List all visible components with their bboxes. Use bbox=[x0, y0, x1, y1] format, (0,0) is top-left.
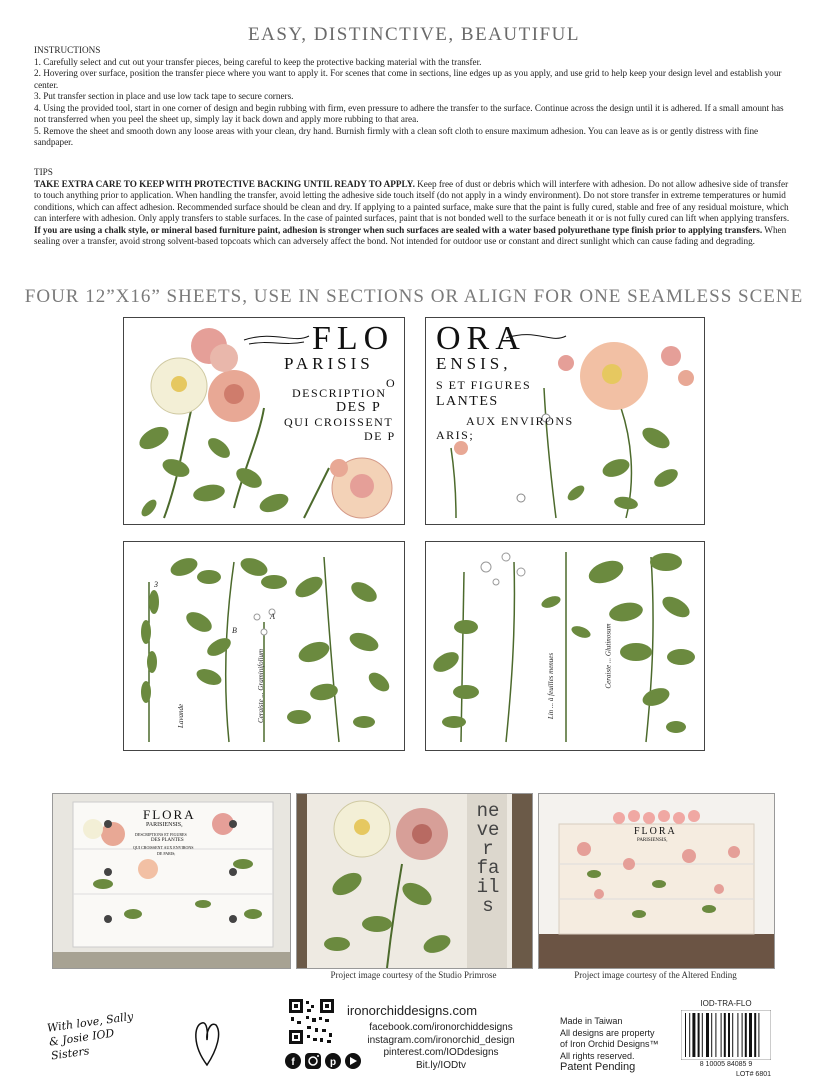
barcode-bar bbox=[685, 1013, 686, 1057]
sheet-2-word-ensis: ENSIS, bbox=[436, 354, 512, 373]
sheet-1-word-qui-croissent: QUI CROISSENT bbox=[284, 415, 394, 429]
tips-heading: TIPS bbox=[34, 167, 53, 177]
photo-2-sign-text: never fails bbox=[476, 800, 500, 917]
transfer-sheet-2 bbox=[425, 317, 705, 525]
signature: With love, Sally & Josie IOD Sisters bbox=[46, 1009, 135, 1063]
sheet-2-word-ora: ORA bbox=[436, 320, 526, 357]
website-link[interactable]: ironorchiddesigns.com bbox=[347, 1003, 478, 1018]
sheet-1-word-de-p: DE P bbox=[364, 429, 396, 443]
rights-line-1: All designs are property bbox=[560, 1027, 655, 1038]
sheets-subheading: FOUR 12”X16” SHEETS, USE IN SECTIONS OR ALIGN FOR ONE SEAMLESS SCENE bbox=[24, 286, 804, 307]
sheet-4-label-lin: Lin ... à feuilles menues bbox=[547, 652, 556, 720]
legal-block bbox=[560, 1016, 680, 1074]
barcode-bar bbox=[692, 1013, 695, 1057]
barcode-bar bbox=[721, 1013, 722, 1057]
lot-number: LOT# 6801 bbox=[735, 1071, 771, 1078]
sku-text: IOD-TRA-FLO bbox=[700, 999, 752, 1008]
patent-pending-text: Patent Pending bbox=[560, 1061, 636, 1073]
instagram-link[interactable]: instagram.com/ironorchid_design bbox=[367, 1034, 515, 1046]
sheet-2-word-aris: ARIS; bbox=[436, 428, 475, 442]
photo-3-caption: Project image courtesy of the Altered Ending bbox=[574, 970, 737, 980]
sheet-1-word-o: O bbox=[386, 376, 397, 390]
page-title: EASY, DISTINCTIVE, BEAUTIFUL bbox=[248, 24, 580, 45]
transfer-sheet-4 bbox=[425, 541, 705, 751]
transfer-sheet-3 bbox=[123, 541, 405, 751]
barcode-bar bbox=[715, 1013, 716, 1057]
photo-1-word-descriptions: DESCRIPTIONS ET FIGURES bbox=[135, 832, 187, 837]
instructions-block bbox=[34, 45, 794, 149]
sheet-1-word-des-p: DES P bbox=[336, 400, 382, 415]
facebook-icon[interactable] bbox=[285, 1053, 301, 1069]
social-links bbox=[341, 1022, 541, 1072]
photo-3-dresser bbox=[539, 794, 774, 968]
barcode-bar bbox=[754, 1013, 756, 1057]
sheet-3-tag-3: 3 bbox=[154, 580, 158, 589]
barcode-icon bbox=[681, 1010, 771, 1060]
sheet-2-word-lantes: LANTES bbox=[436, 394, 499, 409]
barcode-bar bbox=[745, 1013, 747, 1057]
rights-line-2: of Iron Orchid Designs™ bbox=[560, 1039, 659, 1049]
sheet-3-label-ceraiste: Ceraiste ... Graminifolium bbox=[257, 648, 266, 724]
tips-text bbox=[34, 179, 794, 248]
sheet-2-word-aux-environs: AUX ENVIRONS bbox=[466, 414, 574, 428]
photo-1-word-qui-croissent: QUI CROISSENT AUX ENVIRONS bbox=[133, 845, 194, 850]
project-photo-2 bbox=[296, 793, 533, 969]
photo-1-word-de-paris: DE PARIS; bbox=[157, 851, 176, 856]
instruction-step-1: 1. Carefully select and cut out your transfer pieces, being careful to keep the protective backing material with the transfer. bbox=[34, 56, 482, 67]
sheet-3-tag-a: A bbox=[270, 612, 275, 621]
facebook-link[interactable]: facebook.com/ironorchiddesigns bbox=[369, 1022, 513, 1033]
rights-line-3: All rights reserved. bbox=[560, 1050, 635, 1061]
instruction-step-5: 5. Remove the sheet and smooth down any loose areas with your clean, dry hand. Burnish firmly with a clean soft cloth to ensure maximum adhesion. You can leave as is or gently distress with fine sandpaper. bbox=[34, 125, 759, 147]
sheet-3-label-lavande: Lavande bbox=[177, 703, 186, 729]
barcode-bar bbox=[689, 1013, 690, 1057]
pinterest-link[interactable]: pinterest.com/IODdesigns bbox=[383, 1047, 499, 1058]
sheet-2-word-et-figures: S ET FIGURES bbox=[436, 378, 532, 392]
barcode-bar bbox=[749, 1013, 752, 1057]
instruction-step-3: 3. Put transfer section in place and use low tack tape to secure corners. bbox=[34, 91, 294, 101]
barcode-bar bbox=[737, 1013, 738, 1057]
tips-text-1: Keep free of dust or debris which will interfere with adhesion. Do not allow adhesive side of transfer to touch anything prior to application. When handling the transfer, avoid letting the adhesive side touch itself (do not apply in a windy environment). Do not store transfer in extreme temperatures or humid conditions, which can affect adhesion. Recommended surface should be clean and dry. If applying to a painted surface, make sure that the paint is fully cured, stable and free of any residual moisture, which can interfere with adhesion. Only apply transfers to stable surfaces. In the case of painted surfaces, paint that is not bonded well to the surface beneath it or is not fully cured can lift when applying transfers. bbox=[34, 178, 790, 223]
barcode-bar bbox=[698, 1013, 700, 1057]
photo-2-caption: Project image courtesy of the Studio Primrose bbox=[330, 970, 497, 980]
sheet-1-word-flo: FLO bbox=[312, 320, 395, 357]
instructions-heading: INSTRUCTIONS bbox=[34, 45, 101, 55]
barcode-bar bbox=[711, 1013, 712, 1057]
tips-text-2: When sealing over a transfer, avoid strong solvent-based topcoats which can adversely affect the bond. Not intended for outdoor use or constant and direct sunlight which can cause fading and degrading. bbox=[34, 224, 787, 246]
barcode-bar bbox=[742, 1013, 743, 1057]
photo-1-word-parisiensis: PARISIENSIS, bbox=[146, 822, 183, 828]
tips-block bbox=[34, 167, 794, 248]
iod-tv-link[interactable]: Bit.ly/IODtv bbox=[415, 1059, 466, 1071]
barcode-bar bbox=[706, 1013, 709, 1057]
heart-doodle-icon bbox=[192, 1015, 222, 1070]
instruction-step-4: 4. Using the provided tool, start in one corner of design and begin rubbing with firm, even pressure to adhere the transfer to the surface. Continue across the design until it is adhered. If a small amount has not transferred when you peel the sheet up, simply lay it back down and apply more rubbing to that area. bbox=[34, 102, 784, 124]
made-in-text: Made in Taiwan bbox=[560, 1016, 623, 1026]
sheet-3-tag-b: B bbox=[232, 626, 237, 635]
transfer-sheet-1 bbox=[123, 317, 405, 525]
photo-3-word-parisiensis: PARISIENSIS, bbox=[637, 838, 668, 843]
barcode-bar bbox=[732, 1013, 733, 1057]
sheet-1-word-parisis: PARISIS bbox=[284, 354, 374, 373]
photo-3-word-flora: FLORA bbox=[634, 826, 677, 837]
barcode-bar bbox=[724, 1013, 726, 1057]
barcode-number: 8 10005 84085 9 bbox=[699, 1061, 753, 1068]
instagram-icon[interactable] bbox=[305, 1053, 321, 1069]
barcode-bar bbox=[728, 1013, 730, 1057]
sheet-4-label-ceraiste: Ceraiste ... Glutinosum bbox=[604, 623, 613, 689]
barcode-bar bbox=[758, 1013, 759, 1057]
pinterest-icon[interactable] bbox=[325, 1053, 341, 1069]
photo-1-word-flora: FLORA bbox=[143, 807, 196, 822]
project-photo-3 bbox=[538, 793, 775, 969]
sheet-1-word-description: DESCRIPTION bbox=[292, 386, 387, 400]
photo-1-word-des-plantes: DES PLANTES bbox=[151, 838, 184, 843]
instruction-step-2: 2. Hovering over surface, position the transfer piece where you want to apply it. For scenes that come in sections, line edges up as you apply, and use grid to help keep your design level and establish your center. bbox=[34, 68, 782, 90]
project-photo-1 bbox=[52, 793, 291, 969]
tips-bold-1: TAKE EXTRA CARE TO KEEP WITH PROTECTIVE BACKING UNTIL READY TO APPLY. bbox=[34, 178, 415, 189]
barcode-bar bbox=[702, 1013, 703, 1057]
qr-code-icon[interactable] bbox=[289, 999, 334, 1044]
svg-text:f: f bbox=[291, 1057, 295, 1068]
svg-text:p: p bbox=[329, 1057, 337, 1068]
sheet-4-botanicals bbox=[426, 542, 704, 750]
tips-bold-2: If you are using a chalk style, or mineral based furniture paint, adhesion is stronger when such surfaces are sealed with a water based polyurethane type finish prior to applying transfers. bbox=[34, 224, 763, 235]
